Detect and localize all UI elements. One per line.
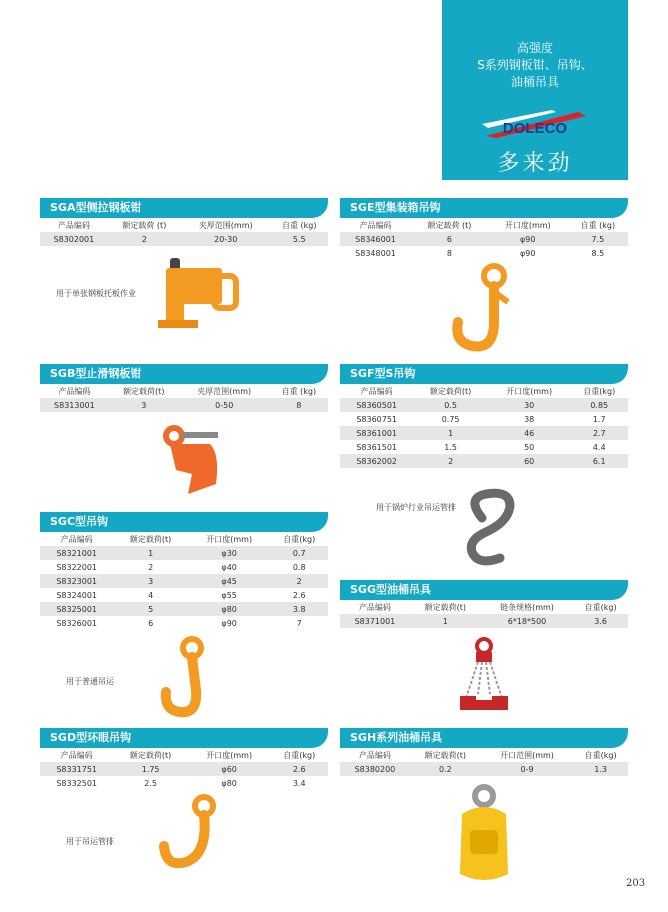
col-header: 自重 (kg) [271,218,328,232]
col-header: 开口度(mm) [188,748,271,762]
spec-table [340,600,628,628]
hero-line-3: 油桶吊具 [510,75,559,89]
col-header: 开口度(mm) [488,218,568,232]
table-row: S8362002 2 60 6.1 [340,454,628,468]
col-header: 产品编码 [340,384,413,398]
table-row: S8331751 1.75 φ60 2.6 [40,762,328,776]
col-header: 产品编码 [340,600,410,614]
col-header: 自重(kg) [570,384,628,398]
sgd-eye-hook-image [156,794,228,872]
section-title: SGD型环眼吊钩 [40,728,328,748]
col-header: 开口范围(mm) [481,748,573,762]
table-row: S8313001 3 0-50 8 [40,398,328,412]
col-header: 产品编码 [340,748,410,762]
col-header: 开口度(mm) [188,532,271,546]
spec-table [40,748,328,790]
spec-table [340,748,628,776]
col-header: 链条规格(mm) [481,600,573,614]
logo-wordmark: DOLECO [502,120,568,137]
spec-table [40,218,328,246]
usage-note: 用于单张钢板托板作业 [56,289,136,298]
col-header: 额定载荷(t) [113,532,188,546]
col-header: 自重(kg) [573,748,628,762]
table-row: S8360501 0.5 30 0.85 [340,398,628,412]
section-sgh [340,728,628,776]
sgh-drum-clamp-image [452,784,516,888]
col-header: 夹厚范围(mm) [179,384,270,398]
section-sgf [340,364,628,468]
col-header: 自重 (kg) [568,218,628,232]
usage-note: 用于吊运管排 [66,837,114,846]
spec-table [40,384,328,412]
doleco-logo [482,106,588,142]
hero-line-2: S系列钢板钳、吊钩、 [477,58,593,72]
col-header: 自重(kg) [270,748,328,762]
table-row: S8326001 6 φ90 7 [40,616,328,630]
sga-clamp-image [152,254,244,334]
col-header: 自重(kg) [270,532,328,546]
section-sgb [40,364,328,412]
section-sgd [40,728,328,790]
table-row: S8380200 0.2 0-9 1.3 [340,762,628,776]
col-header: 额定载荷(t) [109,384,179,398]
sge-hook-image [450,262,520,358]
col-header: 夹厚范围(mm) [181,218,271,232]
col-header: 产品编码 [40,218,108,232]
table-row: S8302001 2 20-30 5.5 [40,232,328,246]
section-sgg [340,580,628,628]
section-title: SGB型止滑钢板钳 [40,364,328,384]
col-header: 产品编码 [340,218,411,232]
usage-note: 用于锅炉行业吊运管排 [376,503,456,512]
section-sgc [40,512,328,630]
section-sga [40,198,328,246]
spec-table [40,532,328,630]
brand-cn-name: 多来劲 [497,151,573,176]
table-row: S8332501 2.5 φ80 3.4 [40,776,328,790]
section-title: SGA型侧拉钢板钳 [40,198,328,218]
table-row: S8323001 3 φ45 2 [40,574,328,588]
page-number: 203 [626,878,646,889]
section-sge [340,198,628,260]
usage-note: 用于普通吊运 [66,677,114,686]
table-row: S8360751 0.75 38 1.7 [340,412,628,426]
table-row: S8325001 5 φ80 3.8 [40,602,328,616]
section-title: SGF型S吊钩 [340,364,628,384]
table-row: S8361501 1.5 50 4.4 [340,440,628,454]
table-row: S8321001 1 φ30 0.7 [40,546,328,560]
table-row: S8346001 6 φ90 7.5 [340,232,628,246]
col-header: 产品编码 [40,532,113,546]
col-header: 产品编码 [40,748,113,762]
spec-table [340,218,628,260]
col-header: 额定载荷 (t) [108,218,181,232]
sgg-drum-lifter-image [456,636,512,720]
table-row: S8322001 2 φ40 0.8 [40,560,328,574]
section-title: SGG型油桶吊具 [340,580,628,600]
sgb-clamp-image [158,424,228,498]
col-header: 额定载荷(t) [410,748,481,762]
col-header: 额定载荷(t) [113,748,188,762]
sgc-hook-image [160,636,214,720]
sgf-s-hook-image [452,488,526,566]
col-header: 自重 (kg) [270,384,328,398]
table-row: S8348001 8 φ90 8.5 [340,246,628,260]
col-header: 额定载荷(t) [413,384,488,398]
col-header: 自重(kg) [573,600,628,614]
col-header: 额定载荷(t) [410,600,481,614]
table-row: S8371001 1 6*18*500 3.6 [340,614,628,628]
spec-table [340,384,628,468]
col-header: 产品编码 [40,384,109,398]
section-title: SGC型吊钩 [40,512,328,532]
col-header: 开口度(mm) [488,384,571,398]
table-row: S8324001 4 φ55 2.6 [40,588,328,602]
section-title: SGH系列油桶吊具 [340,728,628,748]
table-row: S8361001 1 46 2.7 [340,426,628,440]
brand-panel [442,0,628,180]
col-header: 额定载荷 (t) [411,218,488,232]
hero-line-1: 高强度 [516,41,553,55]
section-title: SGE型集装箱吊钩 [340,198,628,218]
